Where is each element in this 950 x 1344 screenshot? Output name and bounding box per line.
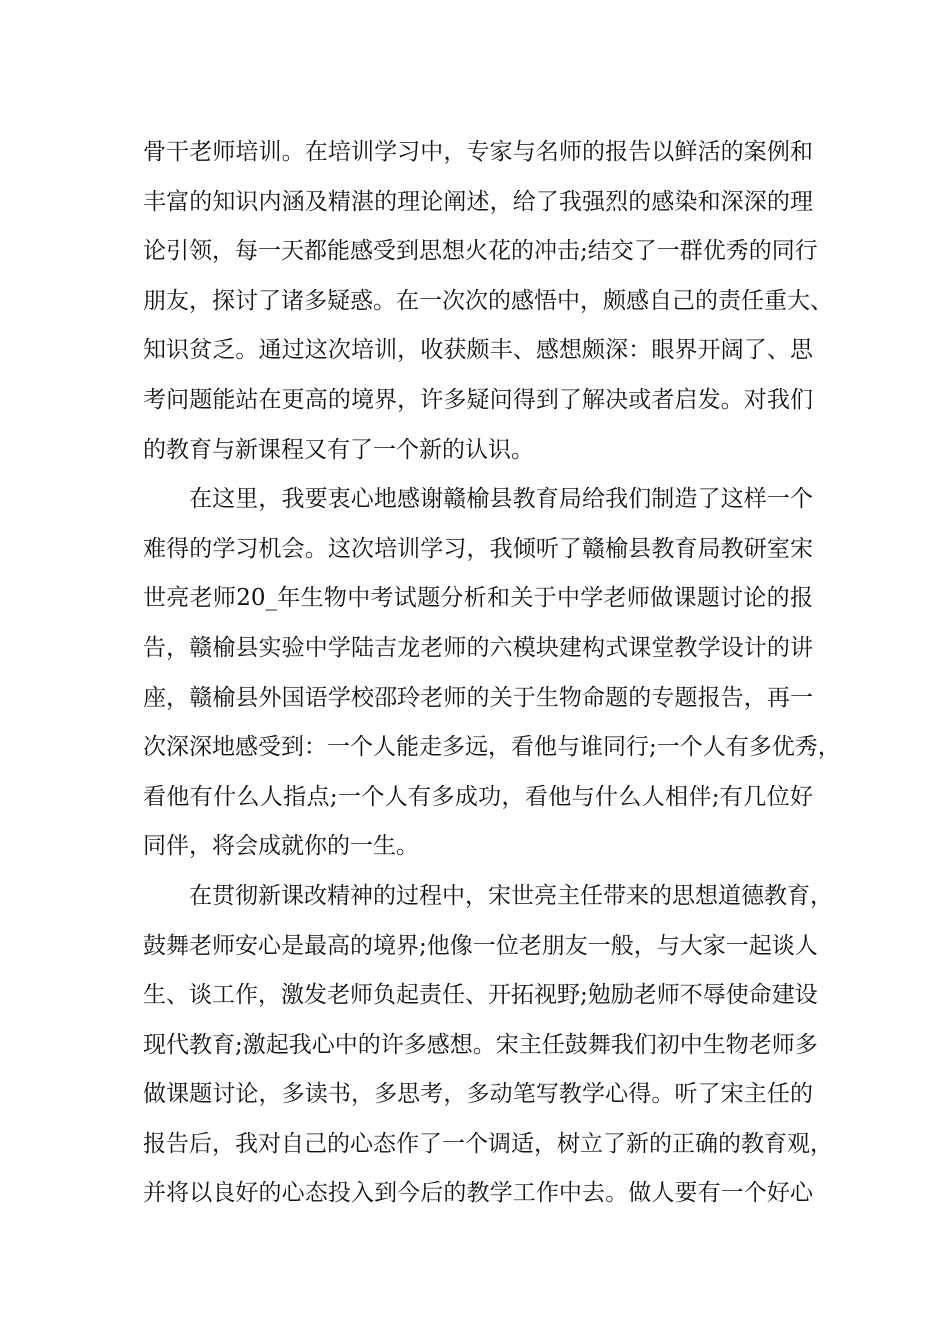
text-line: 报告后，我对自己的心态作了一个调适，树立了新的正确的教育观， (143, 1130, 833, 1157)
text-line: 丰富的知识内涵及精湛的理论阐述，给了我强烈的感染和深深的理 (143, 188, 813, 215)
text-line: 同伴，将会成就你的一生。 (143, 833, 419, 860)
text-line: 看他有什么人指点;一个人有多成功，看他与什么人相伴;有几位好 (143, 783, 813, 810)
text-line: 考问题能站在更高的境界，许多疑问得到了解决或者启发。对我们 (143, 386, 813, 413)
text-line: 告，赣榆县实验中学陆吉龙老师的六模块建构式课堂教学设计的讲 (143, 634, 813, 661)
paragraph-first-line: 在贯彻新课改精神的过程中，宋世亮主任带来的思想道德教育， (189, 882, 833, 909)
text-line: 难得的学习机会。这次培训学习，我倾听了赣榆县教育局教研室宋 (143, 535, 813, 562)
text-line: 生、谈工作，激发老师负起责任、开拓视野;勉励老师不辱使命建设 (143, 982, 818, 1009)
body-text (143, 128, 841, 1219)
text-line: 现代教育;激起我心中的许多感想。宋主任鼓舞我们初中生物老师多 (143, 1031, 818, 1058)
text-line: 论引领，每一天都能感受到思想火花的冲击;结交了一群优秀的同行 (143, 238, 818, 265)
text-line: 骨干老师培训。在培训学习中，专家与名师的报告以鲜活的案例和 (143, 139, 813, 165)
text-line: 知识贫乏。通过这次培训，收获颇丰、感想颇深：眼界开阔了、思 (143, 337, 813, 364)
text-line: 鼓舞老师安心是最高的境界;他像一位老朋友一般，与大家一起谈人 (143, 932, 818, 959)
text-line: 世亮老师20_年生物中考试题分析和关于中学老师做课题讨论的报 (143, 585, 813, 612)
text-line: 座，赣榆县外国语学校邵玲老师的关于生物命题的专题报告，再一 (143, 684, 813, 711)
text-line: 的教育与新课程又有了一个新的认识。 (143, 436, 534, 463)
paragraph-first-line: 在这里，我要衷心地感谢赣榆县教育局给我们制造了这样一个 (189, 486, 813, 513)
text-line: 次深深地感受到：一个人能走多远，看他与谁同行;一个人有多优秀， (143, 734, 841, 761)
text-line: 朋友，探讨了诸多疑惑。在一次次的感悟中，颇感自己的责任重大、 (143, 287, 833, 314)
text-line: 做课题讨论，多读书，多思考，多动笔写教学心得。听了宋主任的 (143, 1081, 813, 1108)
text-line: 并将以良好的心态投入到今后的教学工作中去。做人要有一个好心 (143, 1180, 813, 1207)
